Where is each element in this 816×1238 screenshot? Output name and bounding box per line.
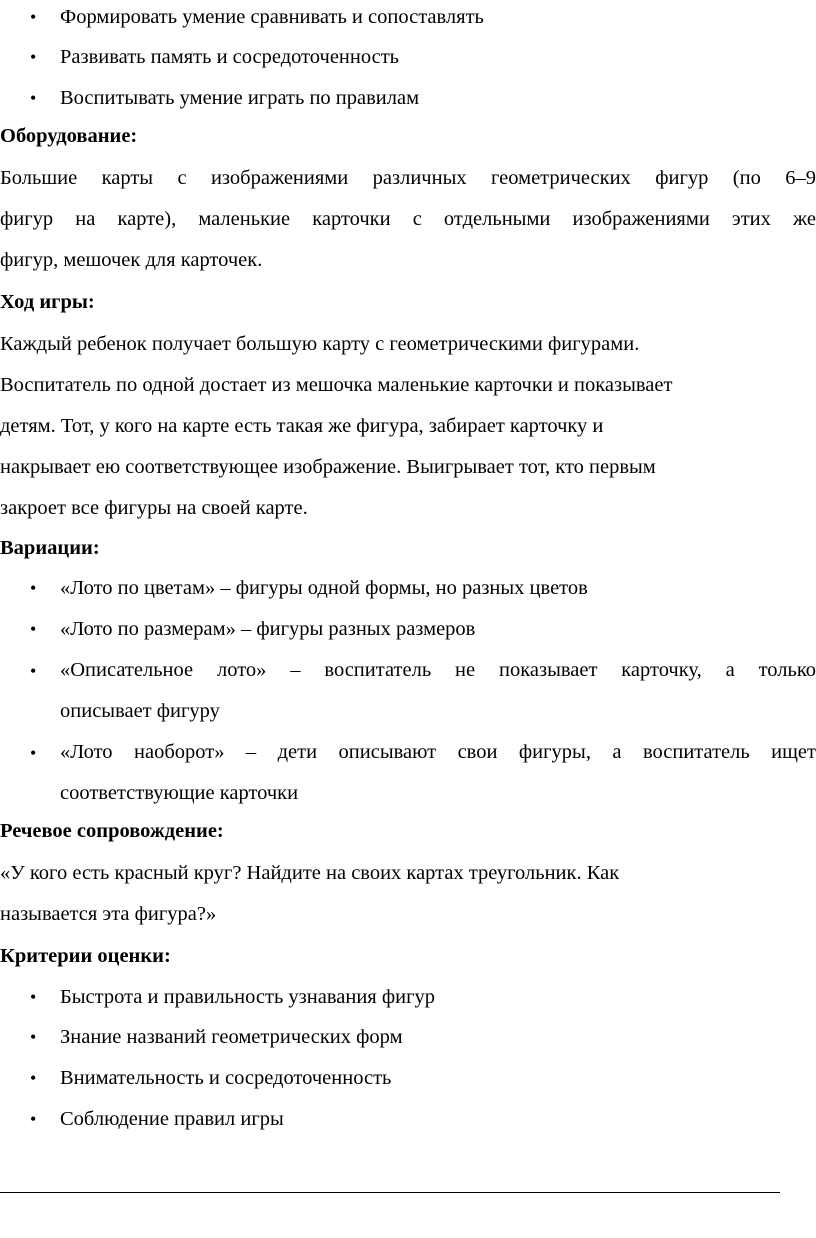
bullet-icon: • (30, 1109, 37, 1129)
list-item (0, 83, 816, 124)
text-line: «Описательное лото» – воспитатель не показывает карточку, а только (60, 659, 816, 681)
criteria-heading: Критерии оценки: (0, 945, 171, 967)
text-line: описывает фигуру (60, 700, 220, 722)
gameplay-heading: Ход игры: (0, 291, 95, 313)
criteria-text: Соблюдение правил игры (60, 1108, 284, 1130)
variation-text: «Лото по цветам» – фигуры одной формы, но разных цветов (60, 577, 588, 599)
goal-text: Развивать память и сосредоточенность (60, 46, 400, 68)
variations-heading: Вариации: (0, 537, 100, 559)
text-line: «У кого есть красный круг? Найдите на своих картах треугольник. Как (0, 862, 620, 884)
text-line: фигур на карте), маленькие карточки с отдельными изображениями этих же (0, 208, 816, 230)
list-item (0, 2, 816, 43)
bullet-icon: • (30, 578, 37, 598)
list-item (0, 573, 816, 614)
gameplay-paragraph (0, 324, 816, 529)
text-line: Большие карты с изображениями различных геометрических фигур (по 6–9 (0, 167, 816, 189)
bullet-icon: • (30, 88, 37, 108)
list-item (0, 1022, 816, 1063)
equipment-heading: Оборудование: (0, 125, 138, 147)
bullet-icon: • (30, 7, 37, 27)
bullet-icon: • (30, 1027, 37, 1047)
list-item (0, 1104, 816, 1145)
list-item (0, 614, 816, 655)
text-line: детям. Тот, у кого на карте есть такая же фигура, забирает карточку и (0, 415, 604, 437)
list-item (0, 982, 816, 1023)
criteria-text: Быстрота и правильность узнавания фигур (60, 986, 436, 1008)
criteria-text: Знание названий геометрических форм (60, 1026, 403, 1048)
bullet-icon: • (30, 619, 37, 639)
text-line: Воспитатель по одной достает из мешочка маленькие карточки и показывает (0, 374, 673, 396)
goal-text: Воспитывать умение играть по правилам (60, 87, 420, 109)
text-line: накрывает ею соответствующее изображение. Выигрывает тот, кто первым (0, 456, 656, 478)
bullet-icon: • (30, 743, 37, 763)
bullet-icon: • (30, 1068, 37, 1088)
bullet-icon: • (30, 987, 37, 1007)
footnote-divider (0, 1192, 780, 1193)
text-line: соответствующие карточки (60, 782, 299, 804)
criteria-text: Внимательность и сосредоточенность (60, 1067, 392, 1089)
text-line: Каждый ребенок получает большую карту с геометрическими фигурами. (0, 333, 640, 355)
equipment-paragraph (0, 158, 816, 281)
goal-text: Формировать умение сравнивать и сопоставлять (60, 6, 484, 28)
text-line: фигур, мешочек для карточек. (0, 249, 263, 271)
text-line: закроет все фигуры на своей карте. (0, 497, 308, 519)
speech-paragraph (0, 853, 816, 935)
variation-text: «Лото по размерам» – фигуры разных размеров (60, 618, 476, 640)
list-item (0, 1063, 816, 1104)
bullet-icon: • (30, 661, 37, 681)
bullet-icon: • (30, 47, 37, 67)
variation-text (60, 650, 816, 732)
text-line: называется эта фигура?» (0, 903, 217, 925)
variation-text (60, 732, 816, 814)
text-line: «Лото наоборот» – дети описывают свои фигуры, а воспитатель ищет (60, 741, 816, 763)
list-item (0, 42, 816, 83)
speech-heading: Речевое сопровождение: (0, 820, 224, 842)
